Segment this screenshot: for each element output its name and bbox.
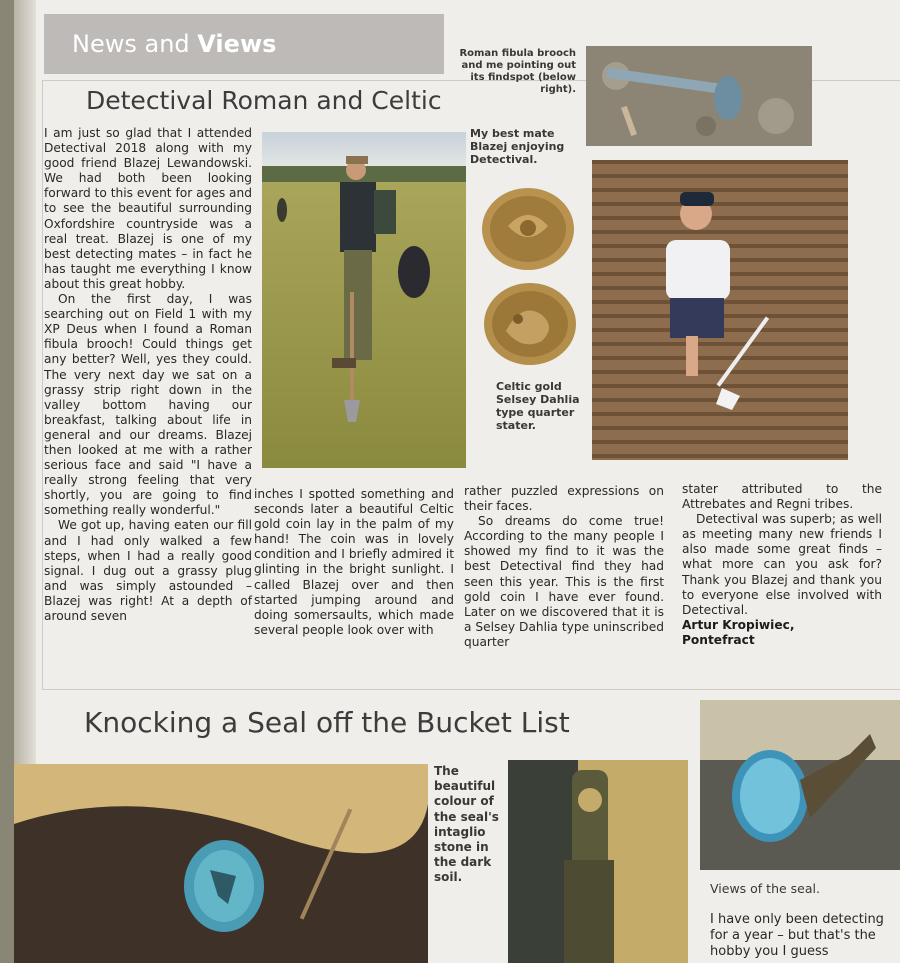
detectorist-photo [262, 132, 466, 468]
paragraph: On the first day, I was searching out on Field 1 with my XP Deus when I found a Roman fibula brooch! Could things get any better? Well, yes they could. The very next day we sat on a grassy strip right down in the valley bottom having our breakfast, talking about life in general and our dreams. Blazej then looked at me with a rather serious face and said "I have a really strong feeling that very shortly, you are going to find something really wonderful." [44, 292, 252, 518]
article-column-4 [682, 482, 882, 648]
author-town: Pontefract [682, 632, 755, 647]
paragraph: stater attributed to the Attrebates and Regni tribes. [682, 482, 882, 512]
article-column-2 [254, 487, 454, 638]
paragraph: rather puzzled expressions on their faces. [464, 484, 664, 514]
paragraph: We got up, having eaten our fill and I had only walked a few steps, when I had a really good signal. I dug out a grassy plug and was simply astounded – Blazej was right! At a depth of around seven [44, 518, 252, 623]
brooch-photo [586, 46, 812, 146]
article2-body [710, 912, 900, 963]
caption-brooch: Roman fibula brooch and me pointing out its findspot (below right). [459, 48, 576, 95]
article-column-1 [44, 126, 252, 624]
paragraph: So dreams do come true! According to the many people I showed my find to it was the best Detectival find they had seen this year. This is the first gold coin I have ever found. Later on we discovered that it is a Selsey Dahlia type uninscribed quarter [464, 514, 664, 649]
coin-reverse [482, 281, 578, 367]
paragraph: I am just so glad that I attended Detectival 2018 along with my good friend Blazej Lewandowski. We had both been looking forward to this event for ages and to see the beautiful surrounding Oxfordshire countryside was a real treat. Blazej is one of my best detecting mates – in fact he has taught me everything I know about this great hobby. [44, 126, 252, 291]
section-label-light: News and [72, 30, 190, 58]
paragraph: inches I spotted something and seconds later a beautiful Celtic gold coin lay in the palm of my hand! The coin was in lovely condition and I briefly admired it glinting in the bright sunlight. I called Blazej over and then started jumping around and doing somersaults, which made several people look over with [254, 487, 454, 637]
caption-coin: Celtic gold Selsey Dahlia type quarter stater. [496, 380, 580, 432]
caption-mate: My best mate Blazej enjoying Detectival. [470, 127, 565, 166]
author-name: Artur Kropiwiec, [682, 617, 795, 632]
caption-seal-views: Views of the seal. [710, 881, 820, 896]
section-label-bold: Views [197, 30, 277, 58]
section-header [44, 14, 444, 74]
magazine-page [14, 0, 900, 963]
paragraph: I have only been detecting for a year – but that's the hobby you I guess [710, 912, 884, 959]
article2-title: Knocking a Seal off the Bucket List [84, 706, 570, 739]
caption-seal-stone: The beautiful colour of the seal's intaglio stone in the dark soil. [434, 764, 499, 885]
article-column-3 [464, 484, 664, 650]
paragraph: Detectival was superb; as well as meeting many new friends I also made some great finds – what more can you ask for? Thank you Blazej and thank you to everyone else involved with Detectival. [682, 512, 882, 617]
article-title: Detectival Roman and Celtic [86, 86, 442, 115]
friend-photo [592, 160, 848, 460]
seal-soil-photo [14, 764, 428, 963]
coin-obverse [480, 186, 576, 272]
seal-side-photo [508, 760, 688, 963]
seal-face-photo [700, 700, 900, 870]
